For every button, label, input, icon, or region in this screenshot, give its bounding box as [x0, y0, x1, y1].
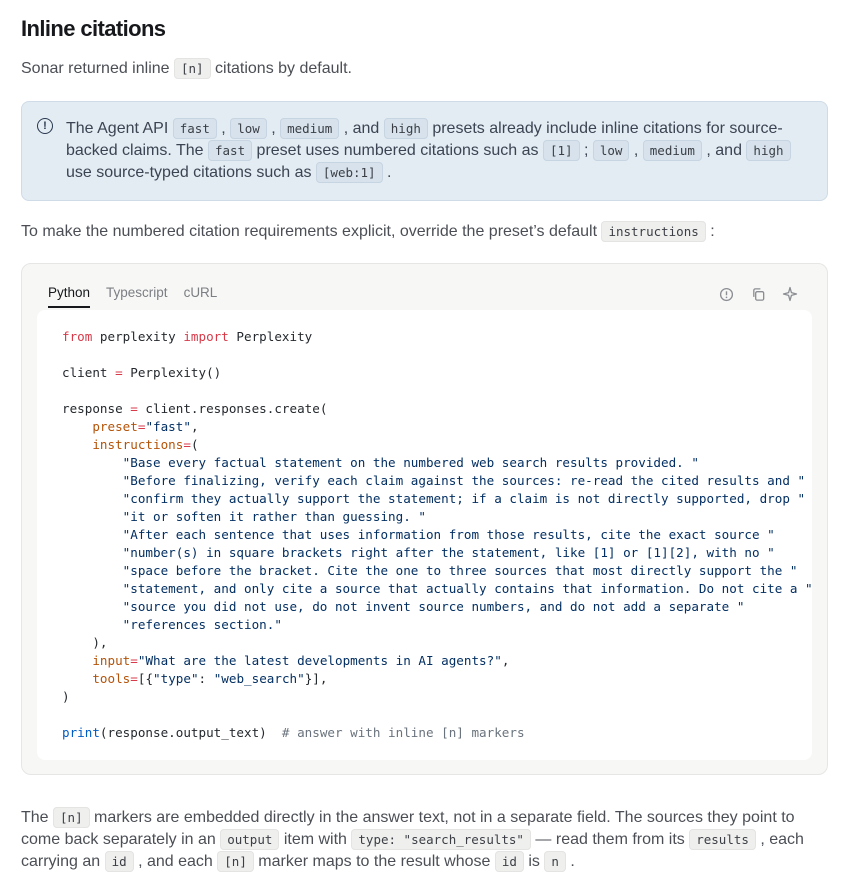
inline-code: medium — [280, 118, 339, 139]
inline-code: low — [230, 118, 267, 139]
tab-curl[interactable]: cURL — [183, 285, 218, 300]
inline-code: [web:1] — [316, 162, 383, 183]
language-tabs — [48, 285, 217, 308]
tab-typescript[interactable]: Typescript — [106, 285, 168, 300]
code-toolbar — [717, 285, 799, 303]
sparkle-icon[interactable] — [781, 285, 799, 303]
inline-code: [n] — [174, 58, 211, 79]
inline-code: results — [689, 829, 756, 850]
callout-text: The Agent API fast , low , medium , and high presets already include inline citations for source-backed claims. The fast preset uses numbered citations such as [1] ; low , medium , and high use source-typed citations such as [web:1] . — [66, 118, 811, 184]
inline-code: type: "search_results" — [351, 829, 531, 850]
inline-code: [n] — [53, 807, 90, 828]
override-paragraph: To make the numbered citation requirements explicit, override the preset’s default instructions : — [21, 223, 715, 240]
info-icon[interactable] — [717, 285, 735, 303]
python-code: from perplexity import Perplexity client = Perplexity() response = client.responses.create( preset="fast", instructions=( "Base every factual statement on the numbered web search results provided. " "Before finalizing, verify each claim against the sources: re-read the cited results and " "confirm they actually support the statement; if a claim is not directly supported, drop " "it or soften it rather than guessing. " "After each sentence that uses information from those results, cite the exact source " "number(s) in square brackets right after the statement, like [1] or [1][2], with no " "space before the bracket. Cite the one to three sources that most directly support the " "statement, and only cite a source that actually contains that information. Do not cite a " "source you did not use, do not invent source numbers, and do not add a separate " "references section." ), input="What are the latest developments in AI agents?", tools=[{"type": "web_search"}], ) print(response.output_text) # answer with inline [n] markers — [62, 329, 813, 740]
inline-code: [1] — [543, 140, 580, 161]
inline-code: n — [544, 851, 566, 872]
inline-code: [n] — [217, 851, 254, 872]
info-circle-icon: ! — [37, 118, 53, 134]
inline-code: medium — [643, 140, 702, 161]
copy-icon[interactable] — [749, 285, 767, 303]
inline-code: high — [384, 118, 428, 139]
code-editor[interactable] — [37, 310, 812, 760]
info-callout — [21, 101, 828, 201]
inline-code: id — [105, 851, 134, 872]
intro-paragraph — [21, 58, 352, 80]
inline-code: fast — [208, 140, 252, 161]
markers-paragraph: The [n] markers are embedded directly in the answer text, not in a separate field. The sources they point to come back separately in an output item with type: "search_results" — read them from its results , each carrying an id , and each [n] marker maps to the result whose id is n . — [21, 809, 804, 870]
code-block-card — [21, 263, 828, 775]
inline-code: fast — [173, 118, 217, 139]
inline-code: high — [746, 140, 790, 161]
inline-code: instructions — [601, 221, 705, 242]
section-heading: Inline citations — [21, 16, 166, 41]
inline-code: low — [593, 140, 630, 161]
tab-python[interactable]: Python — [48, 285, 90, 308]
intro-text: Sonar returned inline — [21, 60, 174, 77]
inline-code: output — [220, 829, 279, 850]
inline-code: id — [495, 851, 524, 872]
intro-text: citations by default. — [210, 60, 352, 77]
